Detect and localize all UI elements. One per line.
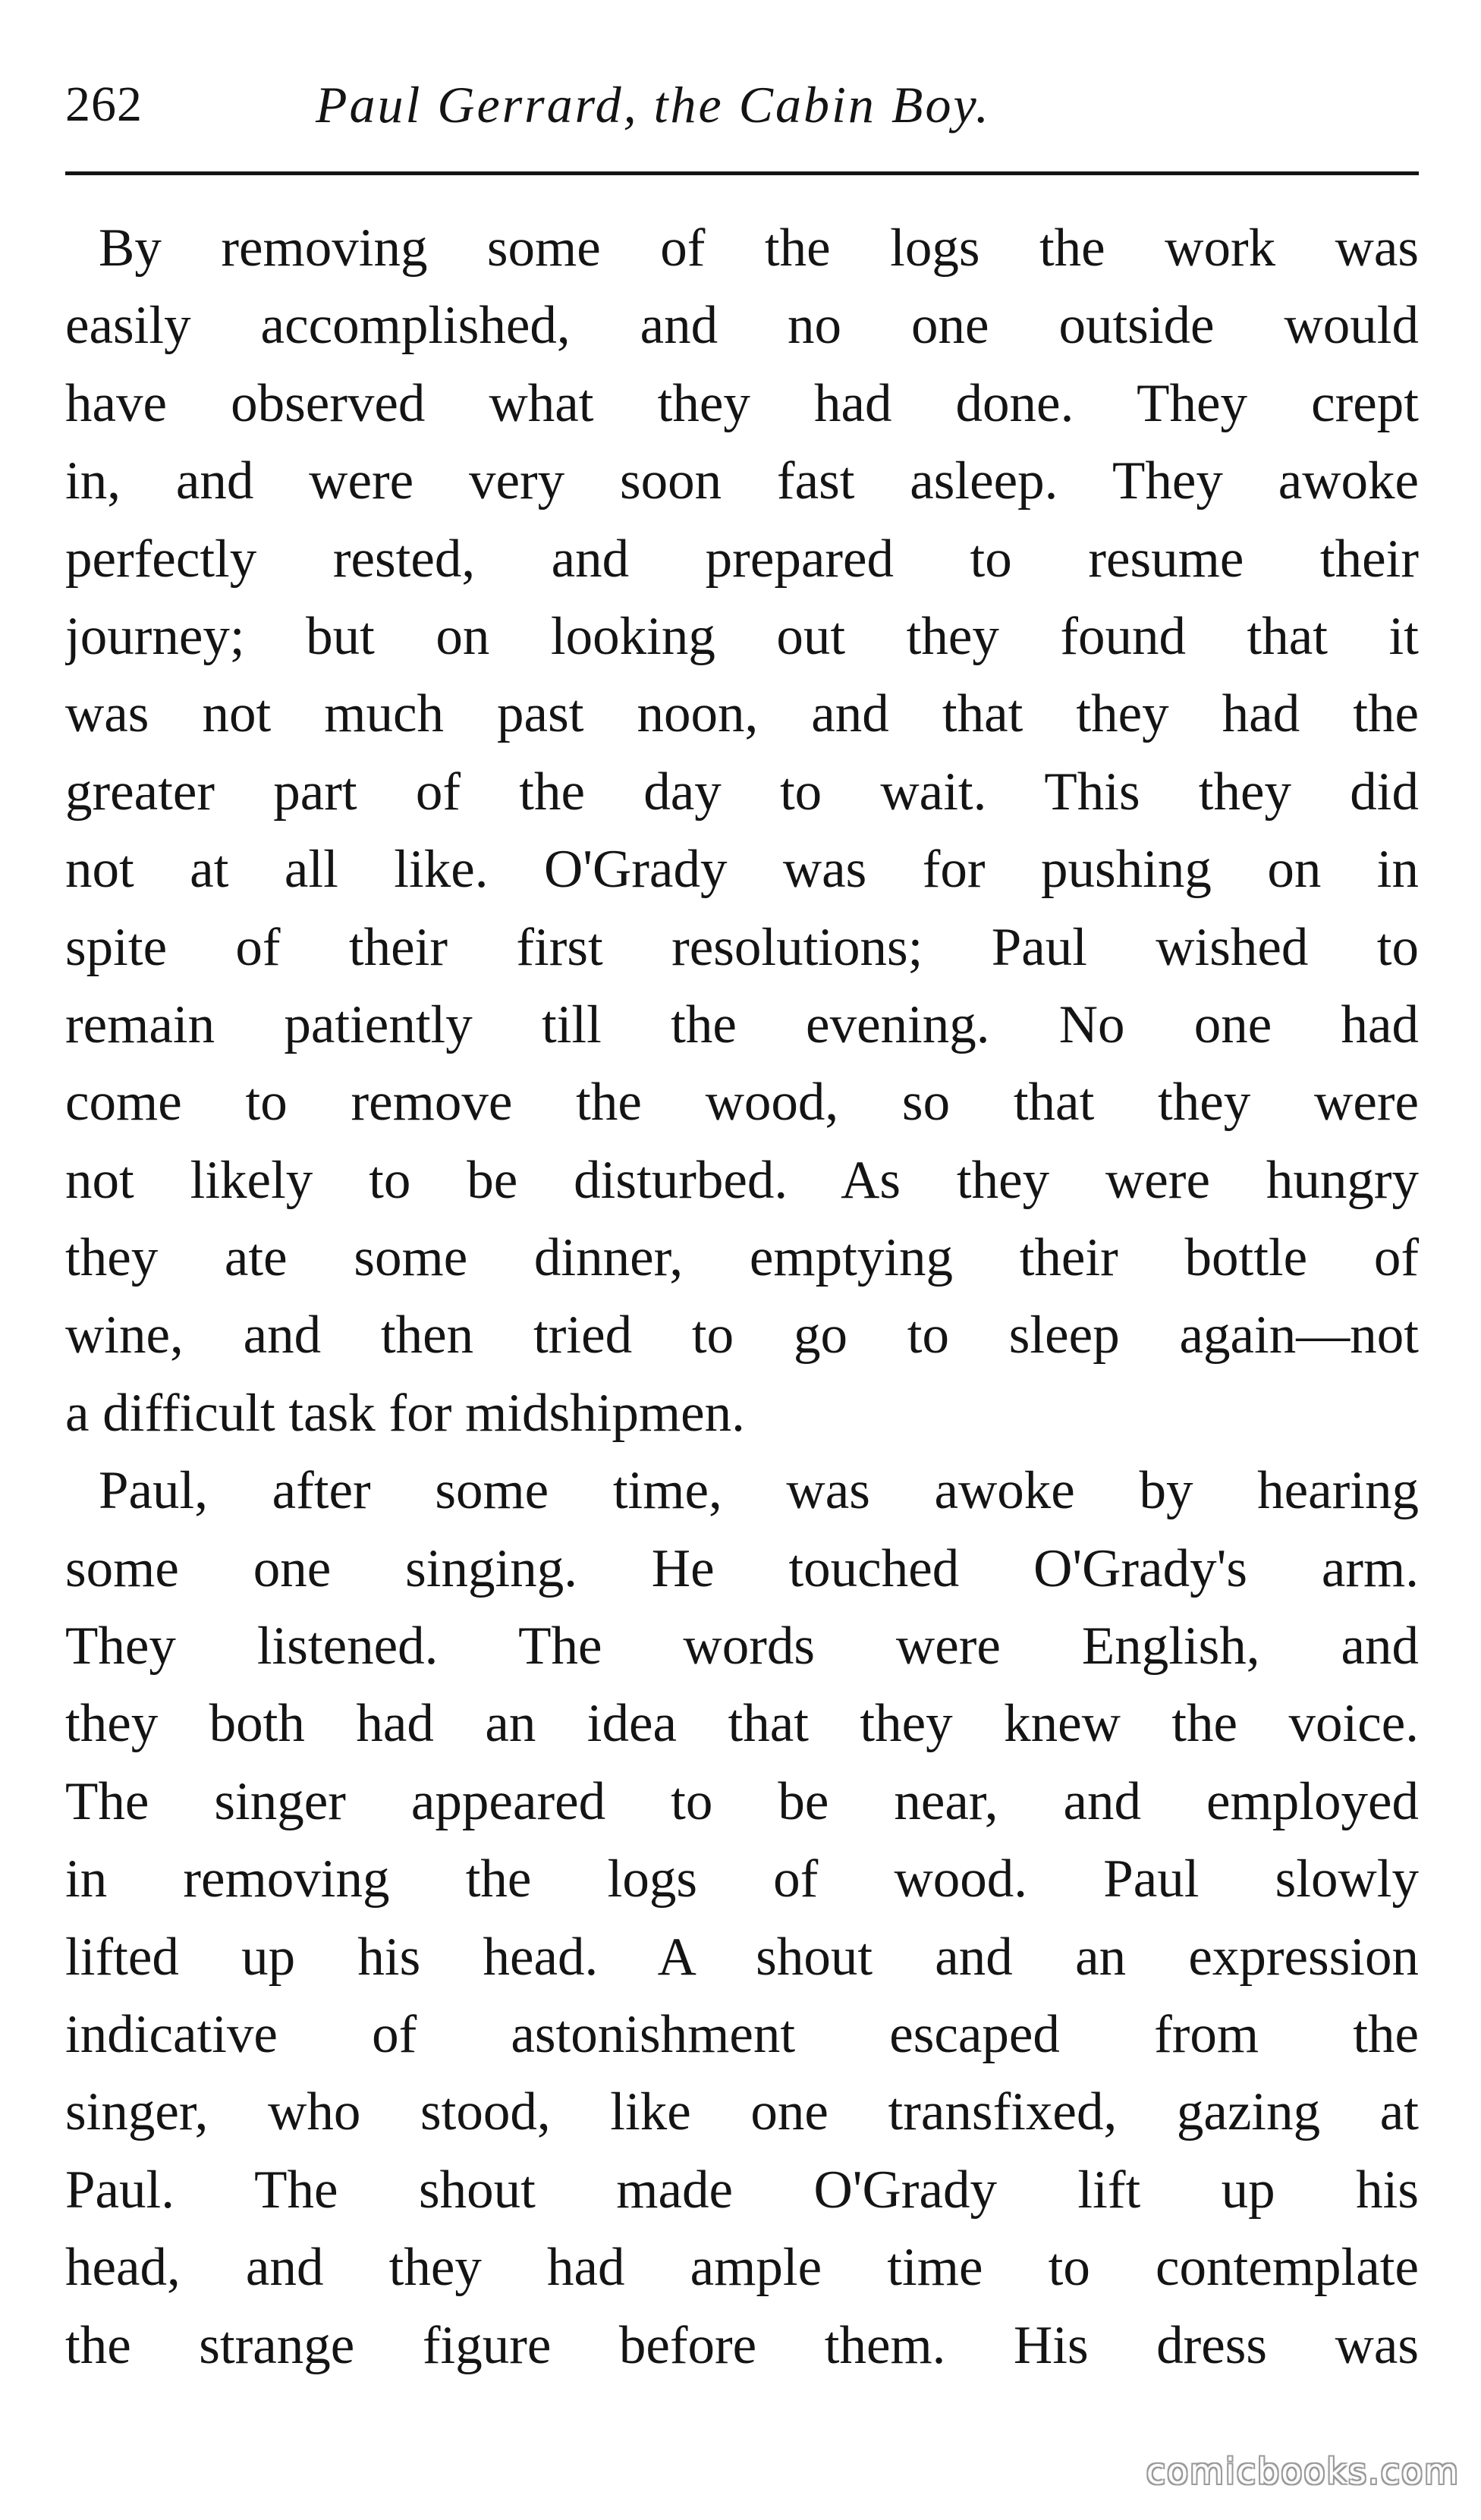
text-line: in, and were very soon fast asleep. They awoke xyxy=(65,451,1419,511)
text-line: the strange figure before them. His dress was xyxy=(65,2315,1419,2375)
text-line: not at all like. O'Grady was for pushing on in xyxy=(65,840,1419,900)
text-line: wine, and then tried to go to sleep again—not xyxy=(65,1306,1419,1365)
text-line: journey; but on looking out they found that it xyxy=(65,606,1419,666)
text-line: some one singing. He touched O'Grady's arm. xyxy=(65,1538,1419,1598)
running-title: Paul Gerrard, the Cabin Boy. xyxy=(316,76,991,134)
text-line: indicative of astonishment escaped from the xyxy=(65,2004,1419,2064)
text-line: By removing some of the logs the work was xyxy=(99,218,1419,278)
page-header xyxy=(65,67,1423,143)
page-number: 262 xyxy=(65,77,143,132)
text-line: perfectly rested, and prepared to resume their xyxy=(65,529,1419,589)
text-line: The singer appeared to be near, and employed xyxy=(65,1771,1419,1831)
text-line: Paul. The shout made O'Grady lift up his xyxy=(65,2160,1419,2220)
text-line: They listened. The words were English, and xyxy=(65,1617,1419,1676)
text-line: head, and they had ample time to contemplate xyxy=(65,2238,1419,2298)
text-line: singer, who stood, like one transfixed, gazing at xyxy=(65,2082,1419,2142)
text-line: they ate some dinner, emptying their bottle of xyxy=(65,1228,1419,1288)
paragraph xyxy=(65,1452,1419,2384)
text-line: they both had an idea that they knew the voice. xyxy=(65,1694,1419,1754)
text-line: spite of their first resolutions; Paul wished to xyxy=(65,917,1419,977)
text-line: in removing the logs of wood. Paul slowly xyxy=(65,1849,1419,1909)
text-line: greater part of the day to wait. This they did xyxy=(65,762,1419,822)
text-line: come to remove the wood, so that they were xyxy=(65,1073,1419,1133)
paragraph xyxy=(65,209,1419,1452)
watermark: comicbooks.com xyxy=(1146,2451,1460,2492)
body-text xyxy=(65,209,1419,2384)
text-line: Paul, after some time, was awoke by hearing xyxy=(99,1461,1419,1521)
text-line: a difficult task for midshipmen. xyxy=(65,1383,745,1443)
text-line: remain patiently till the evening. No one had xyxy=(65,994,1419,1054)
text-line: easily accomplished, and no one outside would xyxy=(65,296,1419,356)
header-rule xyxy=(65,171,1419,175)
text-line: was not much past noon, and that they had the xyxy=(65,684,1419,744)
text-line: lifted up his head. A shout and an expression xyxy=(65,1927,1419,1987)
text-line: not likely to be disturbed. As they were hungry xyxy=(65,1150,1419,1210)
text-line: have observed what they had done. They crept xyxy=(65,373,1419,433)
